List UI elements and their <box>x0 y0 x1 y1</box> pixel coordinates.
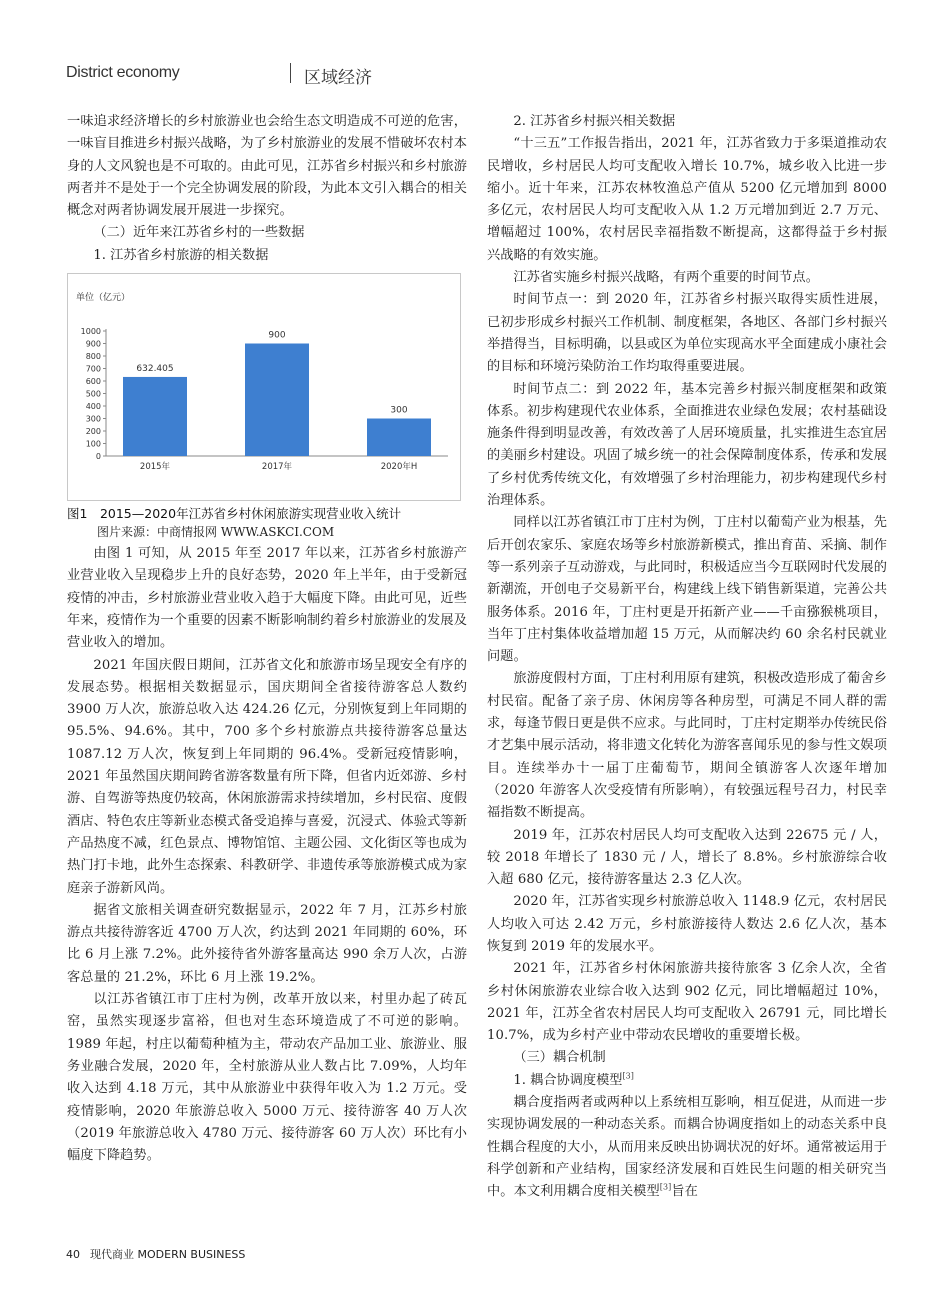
paragraph: 江苏省实施乡村振兴战略，有两个重要的时间节点。 <box>513 270 820 286</box>
y-tick-label: 800 <box>85 352 101 362</box>
page-footer <box>66 1246 255 1262</box>
left-column <box>67 111 467 1167</box>
paragraph: 由图 1 可知，从 2015 年至 2017 年以来，江苏省乡村旅游产业营业收入呈现稳步上升的良好态势，2020 年上半年，由于受新冠疫情的冲击，乡村旅游业营业收入趋于大幅度下降。由此可见，近些年来，疫情作为一个重要的因素不断影响制约着乡村旅游业的发展及营业收入的增加。 <box>67 546 467 651</box>
y-tick-label: 300 <box>85 414 101 424</box>
right-column <box>487 111 887 1204</box>
paragraph: 2021 年国庆假日期间，江苏省文化和旅游市场呈现安全有序的发展态势。根据相关数据显示，国庆期间全省接待游客总人数约 3900 万人次，旅游总收入达 424.26 亿元，分别恢复到上年同期的 95.5%、94.6%。其中，700 多个乡村旅游点共接待游客总量达 1087.12 万人次，恢复到上年同期的 96.4%。受新冠疫情影响，2021 年虽然国庆期间跨省游客数量有所下降，但省内近郊游、乡村游、自驾游等热度仍较高，休闲旅游需求持续增加，乡村民宿、度假酒店、特色农庄等新业态模式备受追捧与喜爱，沉浸式、体验式等新产品热度不减，红色景点、博物馆馆、主题公园、文化街区等也成为热门打卡地，此外生态探索、科教研学、非遗传承等旅游模式成为家庭亲子游新风尚。 <box>67 657 467 896</box>
paragraph: 2020 年，江苏省实现乡村旅游总收入 1148.9 亿元，农村居民人均收入可达 2.42 万元，乡村旅游接待人数达 2.6 亿人次，基本恢复到 2019 年的发展水平。 <box>487 894 887 954</box>
paragraph: 2021 年，江苏省乡村休闲旅游共接待旅客 3 亿余人次，全省乡村休闲旅游农业综合收入达到 902 亿元，同比增幅超过 10%，2021 年，江苏全省农村居民人均可支配收入 26791 元，同比增长 10.7%，成为乡村产业中带动农民增收的重要增长极。 <box>487 961 887 1044</box>
paragraph <box>487 1092 887 1203</box>
chart-unit-label: 单位（亿元） <box>76 293 131 304</box>
paragraph: “十三五”工作报告指出，2021 年，江苏省致力于多渠道推动农民增收，乡村居民人均可支配收入增长 10.7%，城乡收入比进一步缩小。近十年来，江苏农林牧渔总产值从 5200 亿元增加到 8000 多亿元，农村居民人均可支配收入从 1.2 万元增加到近 2.7 万元、增幅超过 100%，农村居民幸福指数不断提高，这都得益于乡村振兴战略的有效实施。 <box>487 136 887 263</box>
journal-name: 现代商业 MODERN BUSINESS <box>90 1248 246 1261</box>
y-tick-label: 100 <box>85 439 101 449</box>
paragraph: 据省文旅相关调查研究数据显示，2022 年 7 月，江苏乡村旅游点共接待游客近 4700 万人次，约达到 2021 年同期的 60%，环比 6 月上涨 7.2%。此外接待省外游客量高达 990 余万人次，占游客总量的 21.2%，环比 6 月上涨 19.2%。 <box>67 902 467 985</box>
figure-source: 图片来源：中商情报网 WWW.ASKCI.COM <box>97 525 335 540</box>
revenue-bar-chart <box>67 273 461 501</box>
section-heading-coupling: （三）耦合机制 <box>513 1050 606 1066</box>
paragraph-text: 耦合度指两者或两种以上系统相互影响，相互促进，从而进一步实现协调发展的一种动态关系。而耦合协调度指如上的动态关系中良性耦合程度的大小，从而用来反映出协调状况的好坏。通常被运用于科学创新和产业结构，国家经济发展和百姓民生问题的相关研究当中。本文利用耦合度相关模型 <box>487 1095 887 1200</box>
bar-value-label: 900 <box>268 330 286 341</box>
citation-ref: [3] <box>659 1182 672 1192</box>
bar-2020年H <box>367 419 431 457</box>
figure-caption: 图1 2015—2020年江苏省乡村休闲旅游实现营业收入统计 <box>67 506 402 522</box>
paragraph: 时间节点二：到 2022 年，基本完善乡村振兴制度框架和政策体系。初步构建现代农业体系，全面推进农业绿色发展；农村基础设施条件得到明显改善，有效改善了人居环境质量，扎实推进生态宜居的美丽乡村建设。巩固了城乡统一的社会保障制度体系，传承和发展了乡村优秀传统文化，有效增强了乡村治理能力，初步构建现代乡村治理体系。 <box>487 381 887 509</box>
paragraph: 2019 年，江苏农村居民人均可支配收入达到 22675 元 / 人，较 2018 年增长了 1830 元 / 人，增长了 8.8%。乡村旅游综合收入超 680 亿元，接待游客量达 2.3 亿人次。 <box>487 827 887 888</box>
subheading-rural-revitalization: 2. 江苏省乡村振兴相关数据 <box>513 114 676 129</box>
paragraph: 时间节点一：到 2020 年，江苏省乡村振兴取得实质性进展，已初步形成乡村振兴工作机制、制度框架，各地区、各部门乡村振兴举措得当，目标明确，以县或区为单位实现高水平全面建成小康社会的目标和环境污染防治工作均取得重要进展。 <box>487 292 887 375</box>
page-number: 40 <box>66 1248 80 1261</box>
citation-ref: [3] <box>622 1071 634 1081</box>
paragraph: 同样以江苏省镇江市丁庄村为例，丁庄村以葡萄产业为根基，先后开创农家乐、家庭农场等乡村旅游新模式，推出育苗、采摘、制作等一系列亲子互动游戏，与此同时，积极适应当今互联网时代发展的新潮流，开创电子交易新平台，构建线上线下销售新渠道，完善公共服务体系。2016 年，丁庄村更是开拓新产业——千亩猕猴桃项目，当年丁庄村集体收益增加超 15 万元，从而解决约 60 余名村民就业问题。 <box>487 515 887 665</box>
y-tick-label: 200 <box>85 427 101 437</box>
subheading-rural-tourism: 1. 江苏省乡村旅游的相关数据 <box>93 247 269 263</box>
paragraph: 旅游度假村方面，丁庄村利用原有建筑，积极改造形成了葡舍乡村民宿。配备了亲子房、休闲房等各种房型，可满足不同人群的需求，每逢节假日更是供不应求。与此同时，丁庄村定期举办传统民俗才艺集中展示活动，将非遗文化转化为游客喜闻乐见的参与性文娱项目。连续举办十一届丁庄葡萄节，期间全镇游客人次逐年增加（2020 年游客人次受疫情有所影响），有较强远程号召力，村民幸福指数不断提高。 <box>487 671 887 821</box>
page-header <box>66 64 886 88</box>
y-tick-label: 700 <box>85 364 101 374</box>
y-tick-label: 0 <box>95 452 101 462</box>
bar-2017年 <box>245 344 309 457</box>
chart-canvas <box>68 274 462 502</box>
x-category-label: 2017年 <box>261 462 293 473</box>
header-divider <box>290 63 291 83</box>
bar-value-label: 300 <box>390 405 408 416</box>
y-tick-label: 1000 <box>80 327 101 337</box>
paragraph-text-tail: 旨在 <box>671 1184 698 1200</box>
x-category-label: 2015年 <box>139 462 171 473</box>
subheading-coupling-model <box>487 1070 887 1092</box>
y-tick-label: 900 <box>85 339 101 349</box>
paragraph: 以江苏省镇江市丁庄村为例，改革开放以来，村里办起了砖瓦窑，虽然实现逐步富裕，但也对生态环境造成了不可逆的影响。1989 年起，村庄以葡萄种植为主，带动农产品加工业、旅游业、服务业融合发展，2020 年，全村旅游从业人数占比 7.09%，人均年收入达到 4.18 万元，其中从旅游业中获得年收入为 1.2 万元。受疫情影响，2020 年旅游总收入 5000 万元、接待游客 40 万人次（2019 年旅游总收入 4780 万元、接待游客 60 万人次）环比有小幅度下降趋势。 <box>67 992 467 1164</box>
intro-paragraph: 一味追求经济增长的乡村旅游业也会给生态文明造成不可逆的危害，一味盲目推进乡村振兴战略，为了乡村旅游业的发展不惜破坏农村本身的人文风貌也是不可取的。由此可见，江苏省乡村振兴和乡村旅游两者并不是处于一个完全协调发展的阶段，为此本文引入耦合的相关概念对两者协调发展开展进一步探究。 <box>67 114 467 219</box>
bar-value-label: 632.405 <box>136 364 174 375</box>
bar-2015年 <box>123 377 187 456</box>
x-category-label: 2020年H <box>380 462 418 473</box>
y-tick-label: 600 <box>85 377 101 387</box>
section-heading-data: （二）近年来江苏省乡村的一些数据 <box>93 225 305 241</box>
subheading-text: 1. 耦合协调度模型 <box>513 1072 623 1088</box>
y-tick-label: 400 <box>85 402 101 412</box>
y-tick-label: 500 <box>85 389 101 399</box>
header-section-cn: 区域经济 <box>304 68 372 88</box>
header-section-en: District economy <box>66 64 180 81</box>
